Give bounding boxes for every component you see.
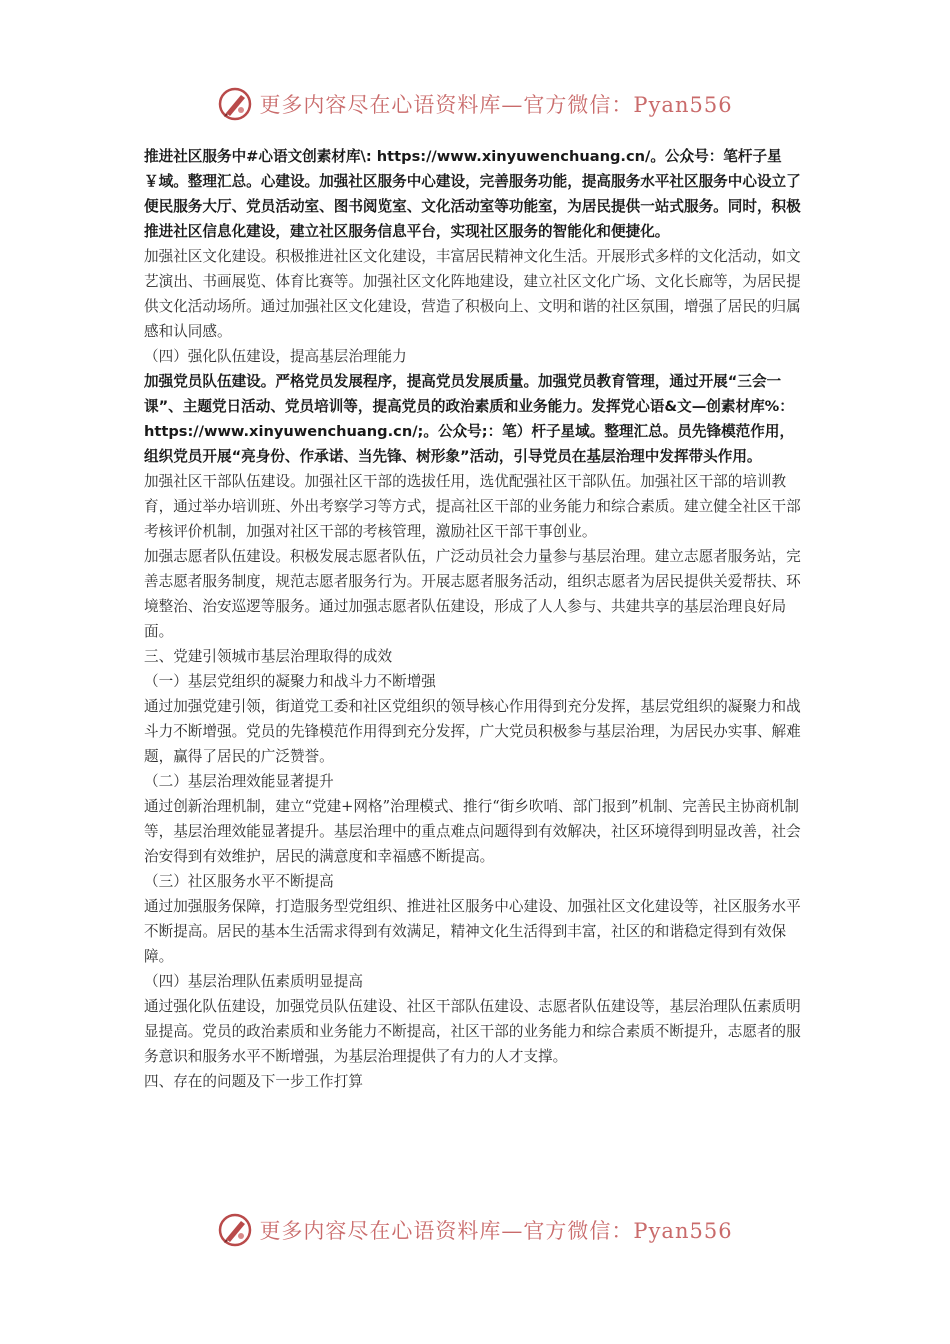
paragraph: 加强党员队伍建设。严格党员发展程序，提高党员发展质量。加强党员教育管理，通过开展“三会一课”、主题党日活动、党员培训等，提高党员的政治素质和业务能力。发挥党心语&文—创素材库%：https://www.xinyuwenchuang.cn/;。公众号;：笔）杆子星域。整理汇总。员先锋模范作用，组织党员开展“亮身份、作承诺、当先锋、树形象”活动，引导党员在基层治理中发挥带头作用。 <box>144 373 795 465</box>
header-watermark-banner <box>0 80 950 128</box>
section-heading: （三）社区服务水平不断提高 <box>144 873 334 890</box>
paragraph: 推进社区服务中#心语文创素材库\: https://www.xinyuwenchuang.cn/。公众号：笔杆子星￥域。整理汇总。心建设。加强社区服务中心建设，完善服务功能，提高服务水平社区服务中心设立了便民服务大厅、党员活动室、图书阅览室、文化活动室等功能室，为居民提供一站式服务。同时，积极推进社区信息化建设，建立社区服务信息平台，实现社区服务的智能化和便捷化。 <box>144 148 801 240</box>
paragraph: 通过加强党建引领，街道党工委和社区党组织的领导核心作用得到充分发挥，基层党组织的凝聚力和战斗力不断增强。党员的先锋模范作用得到充分发挥，广大党员积极参与基层治理，为居民办实事、解难题，赢得了居民的广泛赞誉。 <box>144 698 801 765</box>
pen-seal-logo-icon <box>217 86 253 122</box>
paragraph: 通过加强服务保障，打造服务型党组织、推进社区服务中心建设、加强社区文化建设等，社区服务水平不断提高。居民的基本生活需求得到有效满足，精神文化生活得到丰富，社区的和谐稳定得到有效保障。 <box>144 898 801 965</box>
document-body <box>144 144 808 1094</box>
footer-watermark-banner <box>0 1206 950 1254</box>
paragraph: 加强社区干部队伍建设。加强社区干部的选拔任用，选优配强社区干部队伍。加强社区干部的培训教育，通过举办培训班、外出考察学习等方式，提高社区干部的业务能力和综合素质。建立健全社区干部考核评价机制，加强对社区干部的考核管理，激励社区干部干事创业。 <box>144 473 801 540</box>
pen-seal-logo-icon <box>217 1212 253 1248</box>
section-heading: 四、存在的问题及下一步工作打算 <box>144 1073 363 1090</box>
paragraph: 加强志愿者队伍建设。积极发展志愿者队伍，广泛动员社会力量参与基层治理。建立志愿者服务站，完善志愿者服务制度，规范志愿者服务行为。开展志愿者服务活动，组织志愿者为居民提供关爱帮扶、环境整治、治安巡逻等服务。通过加强志愿者队伍建设，形成了人人参与、共建共享的基层治理良好局面。 <box>144 548 801 640</box>
paragraph: 加强社区文化建设。积极推进社区文化建设，丰富居民精神文化生活。开展形式多样的文化活动，如文艺演出、书画展览、体育比赛等。加强社区文化阵地建设，建立社区文化广场、文化长廊等，为居民提供文化活动场所。通过加强社区文化建设，营造了积极向上、文明和谐的社区氛围，增强了居民的归属感和认同感。 <box>144 248 801 340</box>
section-heading: （一）基层党组织的凝聚力和战斗力不断增强 <box>144 673 436 690</box>
section-heading: （四）强化队伍建设，提高基层治理能力 <box>144 348 407 365</box>
section-heading: 三、党建引领城市基层治理取得的成效 <box>144 648 393 665</box>
banner-text: 更多内容尽在心语资料库—官方微信：Pyan556 <box>259 93 733 117</box>
section-heading: （二）基层治理效能显著提升 <box>144 773 334 790</box>
section-heading: （四）基层治理队伍素质明显提高 <box>144 973 363 990</box>
paragraph: 通过强化队伍建设，加强党员队伍建设、社区干部队伍建设、志愿者队伍建设等，基层治理队伍素质明显提高。党员的政治素质和业务能力不断提高，社区干部的业务能力和综合素质不断提升，志愿者的服务意识和服务水平不断增强，为基层治理提供了有力的人才支撑。 <box>144 998 801 1065</box>
banner-text: 更多内容尽在心语资料库—官方微信：Pyan556 <box>259 1219 733 1243</box>
paragraph: 通过创新治理机制，建立“党建+网格”治理模式、推行“街乡吹哨、部门报到”机制、完善民主协商机制等，基层治理效能显著提升。基层治理中的重点难点问题得到有效解决，社区环境得到明显改善，社会治安得到有效维护，居民的满意度和幸福感不断提高。 <box>144 798 801 865</box>
